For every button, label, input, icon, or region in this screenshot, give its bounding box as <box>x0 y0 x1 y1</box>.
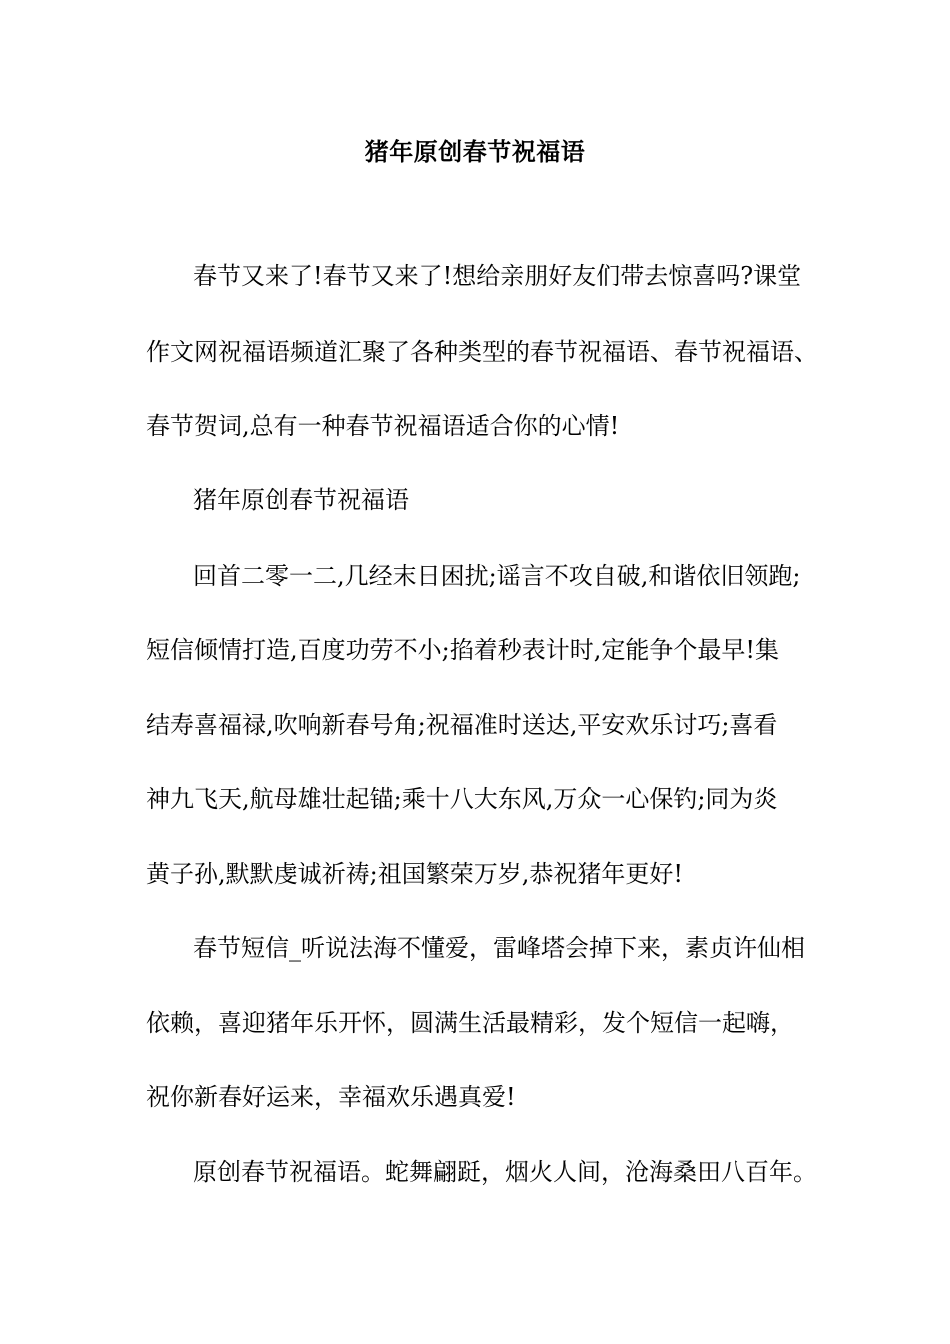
paragraph-line: 作文网祝福语频道汇聚了各种类型的春节祝福语、春节祝福语、 <box>146 338 818 366</box>
section-heading: 猪年原创春节祝福语 <box>193 486 409 514</box>
paragraph-line: 春节短信_听说法海不懂爱，雷峰塔会掉下来，素贞许仙相 <box>193 934 805 962</box>
paragraph-line: 原创春节祝福语。蛇舞翩跹，烟火人间，沧海桑田八百年。 <box>193 1158 817 1186</box>
paragraph-line: 依赖，喜迎猪年乐开怀，圆满生活最精彩，发个短信一起嗨， <box>146 1009 794 1037</box>
paragraph-line: 祝你新春好运来，幸福欢乐遇真爱! <box>146 1083 516 1111</box>
paragraph-line: 黄子孙,默默虔诚祈祷;祖国繁荣万岁,恭祝猪年更好! <box>146 860 683 888</box>
paragraph-line: 春节贺词,总有一种春节祝福语适合你的心情! <box>146 412 620 440</box>
paragraph-line: 短信倾情打造,百度功劳不小;掐着秒表计时,定能争个最早!集 <box>146 636 779 664</box>
paragraph-line: 结寿喜福禄,吹响新春号角;祝福准时送达,平安欢乐讨巧;喜看 <box>146 711 778 739</box>
document-title: 猪年原创春节祝福语 <box>364 138 586 166</box>
paragraph-line: 春节又来了!春节又来了!想给亲朋好友们带去惊喜吗?课堂 <box>193 262 802 290</box>
paragraph-line: 神九飞天,航母雄壮起锚;乘十八大东风,万众一心保钓;同为炎 <box>146 785 778 813</box>
paragraph-line: 回首二零一二,几经末日困扰;谣言不攻自破,和谐依旧领跑; <box>193 562 801 590</box>
